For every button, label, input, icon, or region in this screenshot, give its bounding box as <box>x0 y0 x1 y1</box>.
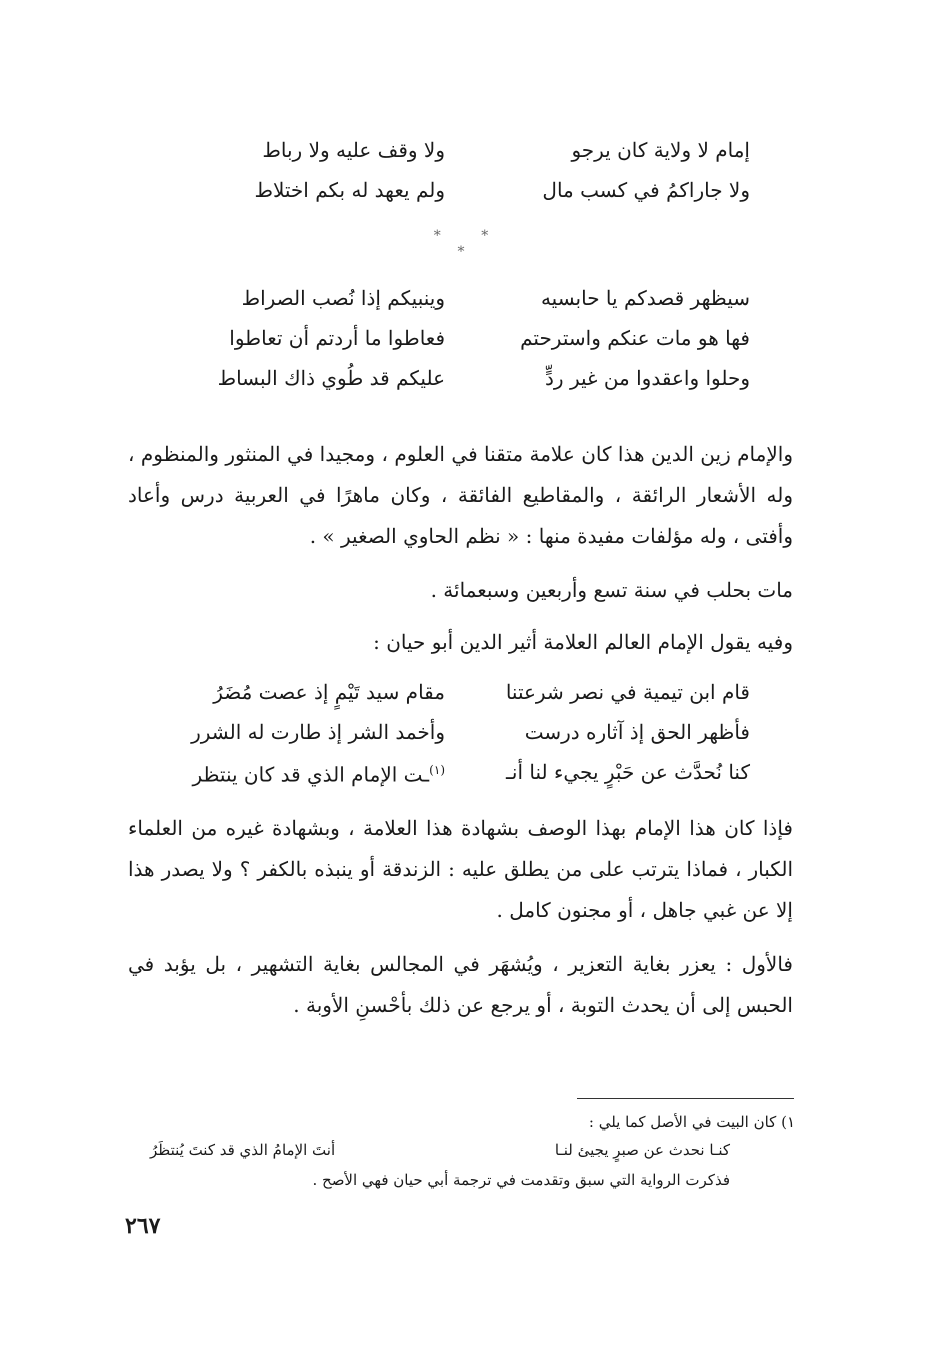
verse-second-hemistich: وأخمد الشر إذ طارت له الشرر <box>191 720 445 744</box>
footnote-verse-second: أنتَ الإمامُ الذي قد كنتَ يُنتظَرُ <box>150 1141 336 1159</box>
verse-first-hemistich: كنا نُحدَّث عن حَبْرٍ يجيء لنا أنـ <box>506 760 750 784</box>
paragraph-ruling: فالأول : يعزر بغاية التعزير ، ويُشهَر في المجالس بغاية التشهير ، بل يؤبد في الحبس إلى أن يحدث التوبة ، أو يرجع عن ذلك بأحْسنِ الأوبة . <box>128 952 793 1017</box>
verse-line <box>180 170 750 210</box>
verse-first-hemistich: قام ابن تيمية في نصر شرعتنا <box>505 680 750 704</box>
verse-second-hemistich: ولم يعهد له بكم اختلاط <box>254 178 445 202</box>
verse-second-hemistich: وينبيكم إذا نُصب الصراط <box>241 286 445 310</box>
verse-line <box>180 752 750 792</box>
verse-first-hemistich: وحلوا واعقدوا من غير ردٍّ <box>545 366 750 390</box>
footnote-line: فذكرت الرواية التي سبق وتقدمت في ترجمة أبي حيان فهي الأصح . <box>312 1171 730 1189</box>
verse-block-middle <box>180 278 750 398</box>
verse-first-hemistich: إمام لا ولاية كان يرجو <box>571 138 750 162</box>
paragraph-intro-poem: وفيه يقول الإمام العالم العلامة أثير الدين أبو حيان : <box>373 630 793 654</box>
footnote-divider <box>577 1098 794 1099</box>
paragraph-biography: والإمام زين الدين هذا كان علامة متقنا في العلوم ، ومجيدا في المنثور والمنظوم ، وله الأشعار الرائقة ، والمقاطيع الفائقة ، وكان ماهرًا في العربية درس وأعاد وأفتى ، وله مؤلفات مفيدة منها : « نظم الحاوي الصغير » . <box>128 442 793 548</box>
paragraph-death: مات بحلب في سنة تسع وأربعين وسبعمائة . <box>430 578 793 602</box>
verse-first-hemistich: فها هو مات عنكم واسترحتم <box>520 326 750 350</box>
verse-second-hemistich: فعاطوا ما أردتم أن تعاطوا <box>229 326 445 350</box>
footnote-marker: (١) <box>429 762 445 777</box>
section-separator: * * * <box>433 228 507 260</box>
footnote-line: ١) كان البيت في الأصل كما يلي : <box>588 1113 795 1131</box>
verse-first-hemistich: سيظهر قصدكم يا حابسيه <box>540 286 750 310</box>
page-number: ٢٦٧ <box>125 1213 161 1239</box>
verse-first-hemistich: ولا جاراكمُ في كسب مال <box>542 178 750 202</box>
verse-line <box>180 318 750 358</box>
footnote-verse <box>150 1136 730 1164</box>
verse-second-hemistich: ولا وقف عليه ولا رباط <box>262 138 445 162</box>
verse-line <box>180 672 750 712</box>
verse-second-text: ـت الإمام الذي قد كان ينتظر <box>192 762 430 787</box>
verse-block-top <box>180 130 750 210</box>
verse-line <box>180 358 750 398</box>
paragraph-argument: فإذا كان هذا الإمام بهذا الوصف بشهادة هذا العلامة ، وبشهادة غيره من العلماء الكبار ، فماذا يترتب على من يطلق عليه : الزندقة أو ينبذه بالكفر ؟ ولا يصدر هذا إلا عن غبي جاهل ، أو مجنون كامل . <box>128 816 793 922</box>
footnote-verse-first: كنـا نحدث عن صبرٍ يجيئ لنـا <box>554 1141 730 1159</box>
verse-second-hemistich: عليكم قد طُوي ذاك البساط <box>217 366 445 390</box>
verse-second-hemistich <box>180 750 445 795</box>
verse-line <box>180 712 750 752</box>
verse-line <box>180 278 750 318</box>
verse-line <box>180 130 750 170</box>
verse-second-hemistich: مقام سيد تَيْمٍ إذ عصت مُضَرُ <box>213 680 445 704</box>
verse-block-bottom <box>180 672 750 792</box>
verse-first-hemistich: فأظهر الحق إذ آثاره درست <box>524 720 750 744</box>
